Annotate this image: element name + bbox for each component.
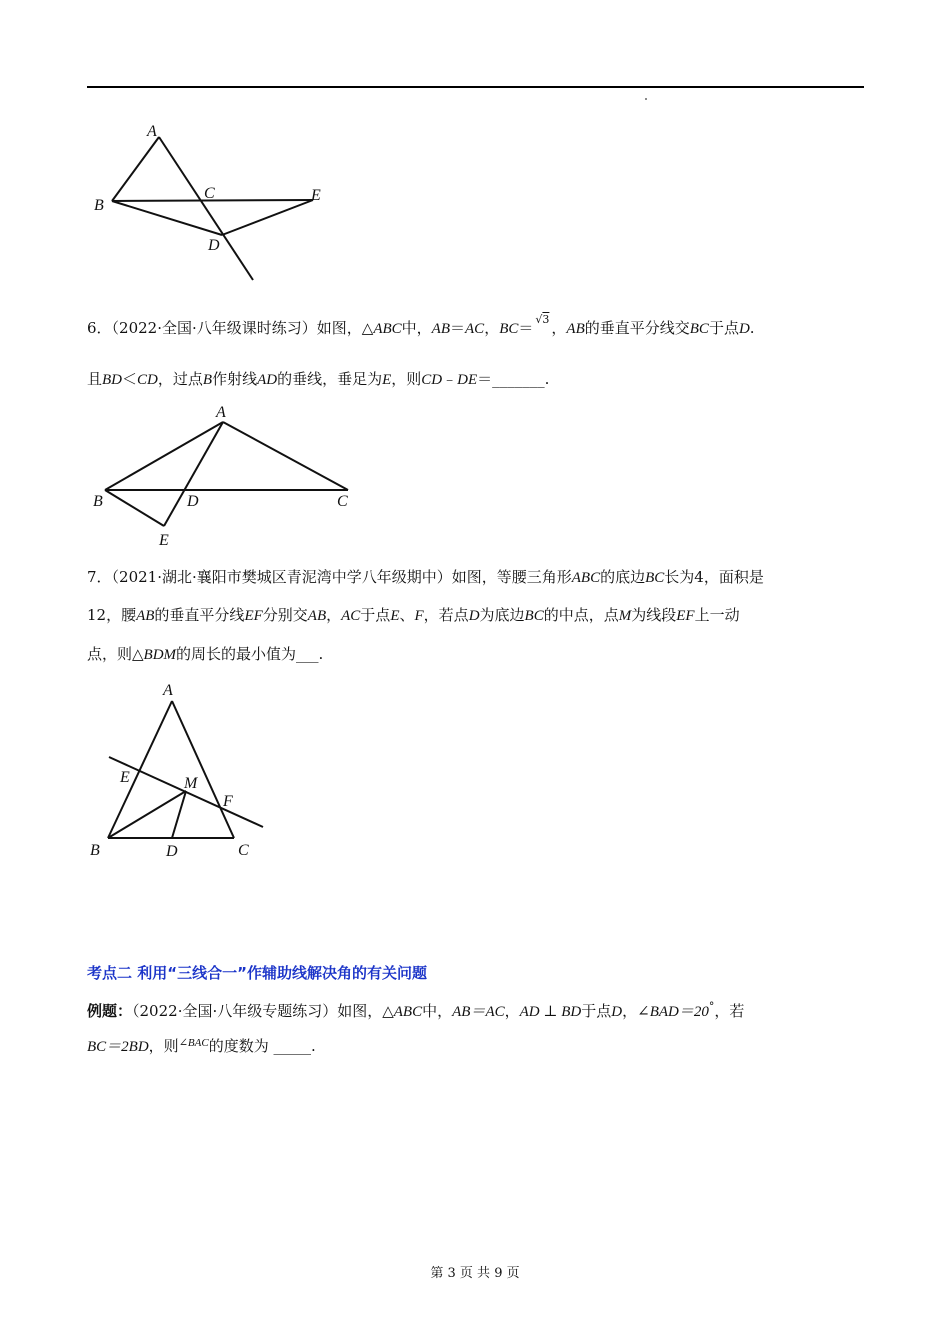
section-heading: 考点二 利用“三线合一”作辅助线解决角的有关问题 [87, 964, 427, 982]
fig6-label-b: B [93, 493, 103, 510]
fig5-label-c: C [204, 185, 215, 202]
q7-line2: 12，腰AB的垂直平分线EF分别交AB，AC于点E、F，若点D为底边BC的中点，点M为线段EF上一动 [87, 606, 740, 624]
sqrt-3: √3 [535, 313, 550, 326]
fig6-label-d: D [187, 493, 199, 510]
fig7-label-a: A [163, 682, 173, 699]
fig5-label-b: B [94, 197, 104, 214]
fig7-line-ac [172, 701, 234, 838]
q7-line1: 7．（2021·湖北·襄阳市樊城区青泥湾中学八年级期中）如图，等腰三角形ABC的底边BC长为4，面积是 [87, 568, 764, 586]
fig7-label-f: F [223, 793, 233, 810]
fig6-line-ae [164, 422, 223, 526]
header-rule [87, 86, 864, 88]
fig7-label-m: M [184, 775, 198, 792]
fig7-label-d: D [166, 843, 178, 860]
figure-q6 [87, 400, 367, 550]
example-line2: BC＝2BD，则$^{\angle BAC}$的度数为 _____. [87, 1037, 316, 1055]
fig7-label-e: E [120, 769, 130, 786]
fig5-label-d: D [208, 237, 220, 254]
page-footer: 第 3 页 共 9 页 [430, 1266, 520, 1281]
fig6-label-c: C [337, 493, 348, 510]
fig6-label-e: E [159, 532, 169, 549]
q6-line2: 且BD＜CD，过点B作射线AD的垂线，垂足为E，则CD﹣DE＝_______. [87, 370, 550, 388]
q6-line1: 6．（2022·全国·八年级课时练习）如图，△ABC中，AB＝AC，BC＝ $^{√3}$ ，AB的垂直平分线交BC于点D. [87, 313, 755, 337]
figure-q7 [87, 678, 287, 863]
fig6-line-ac [223, 422, 348, 490]
header-dot [645, 98, 647, 100]
fig5-line-de [222, 200, 313, 235]
figure-q5 [87, 118, 347, 288]
fig5-line-ba [112, 137, 159, 201]
fig5-line-ad-extended [159, 137, 253, 280]
fig5-label-a: A [147, 123, 157, 140]
fig6-line-be [105, 490, 164, 526]
fig6-line-ba [105, 422, 223, 490]
fig7-label-b: B [90, 842, 100, 859]
fig5-label-e: E [311, 187, 321, 204]
fig7-line-ab [108, 701, 172, 838]
example-line1: 例题：（2022·全国·八年级专题练习）如图，△ABC中，AB＝AC，AD ⊥ BD于点D，∠BAD＝20°，若 [87, 1000, 745, 1020]
q7-line3: 点，则△BDM的周长的最小值为___. [87, 645, 324, 663]
fig6-label-a: A [216, 404, 226, 421]
fig7-label-c: C [238, 842, 249, 859]
